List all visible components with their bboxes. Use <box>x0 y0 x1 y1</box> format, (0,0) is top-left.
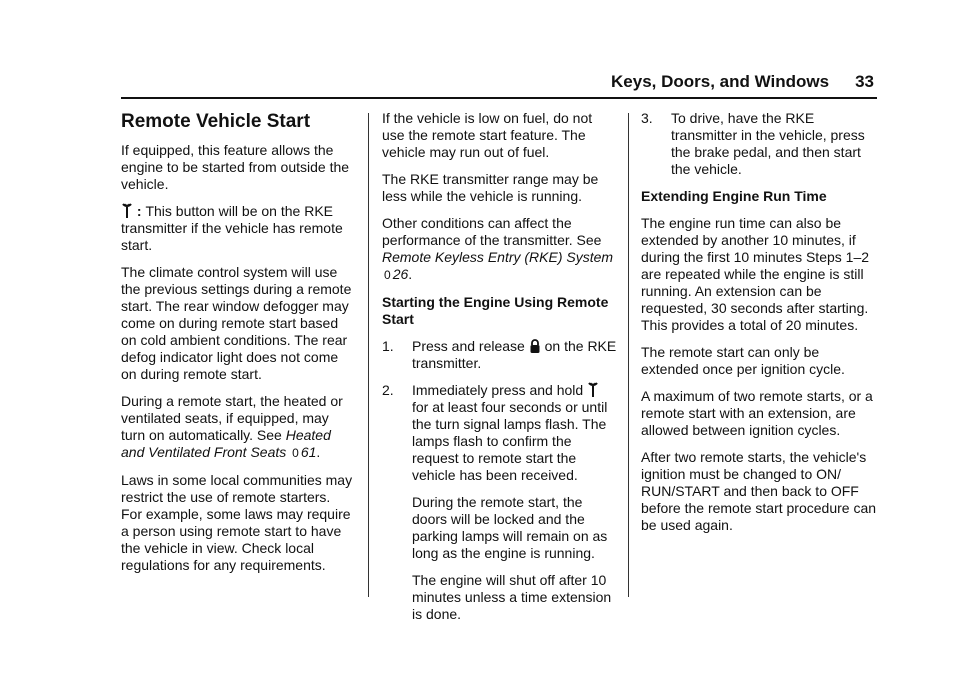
paragraph-text: During a remote start, the heated or ventilated seats, if equipped, may turn on automatically. See <box>121 393 343 443</box>
step-text: To drive, have the RKE transmitter in the vehicle, press the brake pedal, and then start the vehicle. <box>671 110 865 177</box>
step-number: 2. <box>382 382 394 398</box>
cross-reference-link[interactable]: Remote Keyless Entry (RKE) System <box>382 249 614 265</box>
paragraph: If equipped, this feature allows the engine to be started from outside the vehicle. <box>121 142 350 192</box>
paragraph-text: This button will be on the RKE transmitter if the vehicle has remote start. <box>121 203 343 253</box>
page-arrow-icon: 0 <box>292 446 299 460</box>
step-paragraph: The engine will shut off after 10 minutes unless a time extension is done. <box>412 572 612 622</box>
paragraph: The remote start can only be extended once per ignition cycle. <box>641 344 845 377</box>
column-middle <box>382 110 618 633</box>
column-divider-right <box>628 113 629 597</box>
paragraph-heated-seats <box>121 393 353 462</box>
column-left <box>121 110 353 584</box>
step-text-end: for at least four seconds or until the turn signal lamps flash. The lamps flash to confirm the request to remote start the vehicle has been received. <box>412 399 608 483</box>
remote-start-icon <box>587 382 599 398</box>
section-heading: Remote Vehicle Start <box>121 111 311 132</box>
header-rule <box>121 97 877 99</box>
page-number: 33 <box>855 72 874 91</box>
lock-icon <box>529 338 541 354</box>
subheading: Extending Engine Run Time <box>641 188 827 204</box>
step-text-end: on the RKE transmitter. <box>412 338 617 371</box>
remote-start-icon <box>121 203 133 219</box>
paragraph: A maximum of two remote starts, or a remote start with an extension, are allowed between ignition cycles. <box>641 388 873 438</box>
step-number: 1. <box>382 338 394 354</box>
punctuation: . <box>316 444 321 460</box>
punctuation: . <box>408 266 413 282</box>
paragraph: Laws in some local communities may restrict the use of remote starters. For example, some laws may require a person using remote start to have the vehicle in view. Check local regulations for any requirements. <box>121 472 353 573</box>
cross-reference-page[interactable]: 26 <box>392 266 409 282</box>
column-right <box>641 110 879 544</box>
paragraph: The engine run time can also be extended by another 10 minutes, if during the first 10 minutes Steps 1–2 are repeated while the engine is still running. An extension can be requested, 30 seconds after starting. This provides a total of 20 minutes. <box>641 215 870 333</box>
step-text-start: Press and release <box>412 338 529 354</box>
list-item-step-1 <box>382 338 618 372</box>
list-item-step-2 <box>382 382 618 623</box>
step-text <box>412 338 618 372</box>
column-divider-left <box>368 113 369 597</box>
paragraph: The climate control system will use the previous settings during a remote start. The rear window defogger may come on during remote start based on cold ambient conditions. The rear defog indicator light does not come on during remote start. <box>121 264 352 382</box>
subheading: Starting the Engine Using Remote Start <box>382 294 609 327</box>
cross-reference-page[interactable]: 61 <box>300 444 317 460</box>
cross-reference-link[interactable]: Heated and Ventilated Front Seats <box>121 427 331 460</box>
paragraph-text: Other conditions can affect the performance of the transmitter. See <box>382 215 602 248</box>
step-text-start: Immediately press and hold <box>412 382 588 398</box>
section-title: Keys, Doors, and Windows <box>611 72 830 91</box>
step-text <box>412 382 618 484</box>
paragraph-remote-start-button <box>121 203 353 254</box>
running-header <box>611 72 874 92</box>
paragraph: The RKE transmitter range may be less while the vehicle is running. <box>382 171 599 204</box>
list-item-step-3 <box>641 110 879 178</box>
paragraph: After two remote starts, the vehicle's ignition must be changed to ON/ RUN/START and then back to OFF before the remote start procedure can be used again. <box>641 449 877 533</box>
page-arrow-icon: 0 <box>384 268 391 282</box>
paragraph: If the vehicle is low on fuel, do not use the remote start feature. The vehicle may run out of fuel. <box>382 110 593 160</box>
step-paragraph: During the remote start, the doors will be locked and the parking lamps will remain on as long as the engine is running. <box>412 494 608 561</box>
step-number: 3. <box>641 110 653 126</box>
icon-separator: : <box>133 203 146 219</box>
paragraph-rke-reference <box>382 215 618 284</box>
